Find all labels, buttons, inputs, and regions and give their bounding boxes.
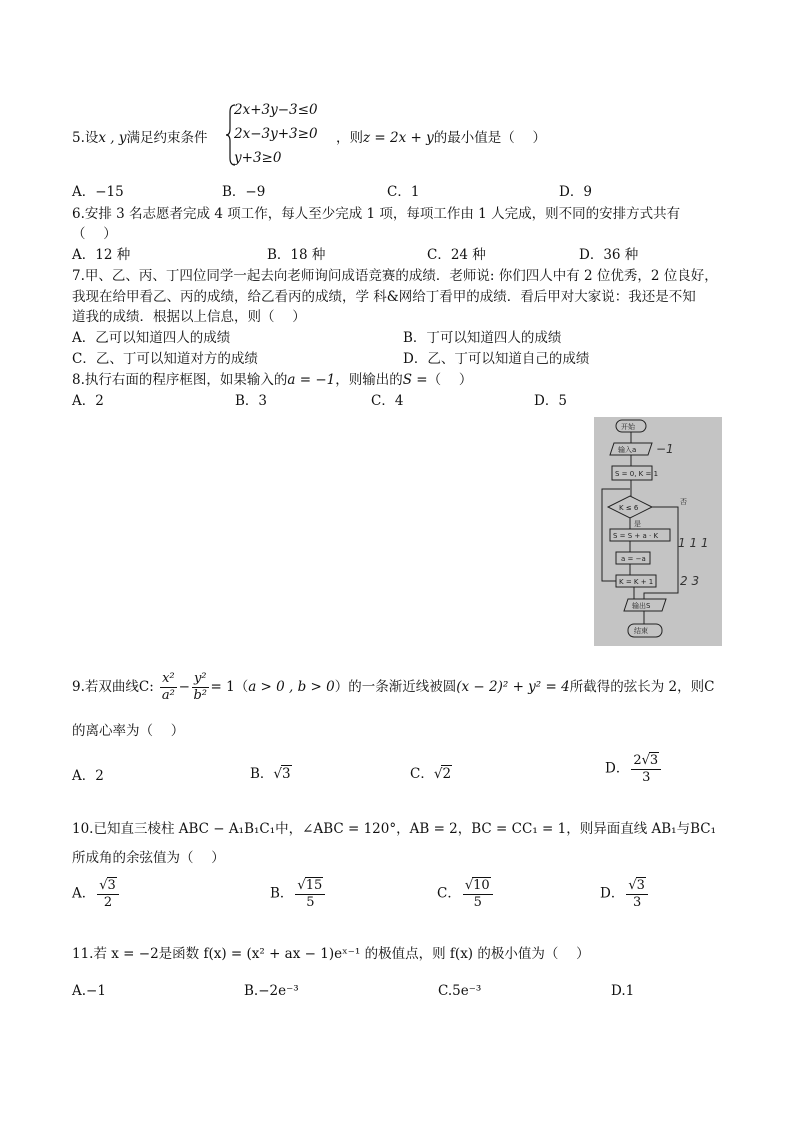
q10-option-c[interactable]: C． $\frac{√10}{5}$ (437, 877, 495, 911)
q10-stem-line1: 10.已知直三棱柱 ABC − A₁B₁C₁中，∠ABC = 120°，AB = 2，BC = CC₁ = 1，则异面直线 AB₁与BC₁ (72, 821, 716, 837)
flow-start: 开始 (621, 423, 635, 431)
q6-stem-line2: （ ） (72, 226, 117, 242)
q9-c-label: C． (410, 766, 434, 782)
q8-stem (72, 368, 472, 388)
q6-option-a[interactable]: A．12 种 (72, 247, 131, 263)
q7-option-a[interactable]: A．乙可以知道四人的成绩 (72, 330, 231, 346)
q6-option-d[interactable]: D．36 种 (579, 247, 639, 263)
hand-note-3: 2 3 (680, 574, 700, 588)
q9-option-b[interactable]: B．√3 (250, 766, 291, 782)
q9-circle: (x − 2)² + y² = 4 (456, 679, 570, 695)
q10-option-a[interactable]: A． $\frac{√3}{2}$ (72, 877, 121, 911)
q10-option-d[interactable]: D． $\frac{√3}{3}$ (600, 877, 650, 911)
constraint-1: 2x+3y−3≤0 (234, 102, 318, 118)
q10-stem-line2: 所成角的余弦值为（ ） (72, 850, 225, 866)
q8-option-b[interactable]: B．3 (235, 393, 268, 409)
q9-frac-y: $\frac{\text{y²}}{\text{b²}}$ (193, 671, 207, 703)
q5-option-c[interactable]: C．1 (387, 184, 420, 200)
constraint-3: y+3≥0 (234, 150, 282, 166)
q6-stem-line1: 6.安排 3 名志愿者完成 4 项工作，每人至少完成 1 项，每项工作由 1 人完成，则不同的安排方式共有 (72, 206, 681, 222)
q7-stem-line2: 我现在给甲看乙、丙的成绩，给乙看丙的成绩，学 科&网给丁看甲的成绩．看后甲对大家说：我还是不知 (72, 289, 696, 305)
q11-option-d[interactable]: D.1 (611, 983, 635, 999)
q8-option-c[interactable]: C．4 (371, 393, 404, 409)
q10-d-label: D． (600, 885, 625, 902)
q6-option-c[interactable]: C．24 种 (427, 247, 486, 263)
q8-mid: ，则输出的 (335, 372, 403, 388)
q9-name: C: (138, 679, 154, 695)
q9-eq-rhs: = 1（ (210, 679, 249, 695)
q7-option-c[interactable]: C．乙、丁可以知道对方的成绩 (72, 351, 258, 367)
flow-end: 结束 (634, 627, 648, 635)
q5-tail2: 的最小值是（ ） (433, 130, 547, 146)
q9-mid: ）的一条渐近线被圆 (334, 679, 457, 695)
flow-step2: a = −a (621, 555, 646, 563)
q9-option-c[interactable]: C．√2 (410, 766, 452, 782)
q9-d-label: D． (605, 760, 630, 777)
q10-option-b[interactable]: B． $\frac{√15}{5}$ (270, 877, 327, 911)
q5-option-a[interactable]: A．−15 (72, 184, 124, 200)
q11-stem: 11.若 x = −2是函数 f(x) = (x² + ax − 1)eˣ⁻¹ 的极值点，则 f(x) 的极小值为（ ） (72, 946, 590, 962)
q10-c-label: C． (437, 885, 461, 902)
q5-lead: 5.设 (72, 130, 99, 146)
flow-init: S = 0, K = 1 (615, 470, 659, 478)
q11-option-a[interactable]: A.−1 (72, 983, 106, 999)
q11-option-b[interactable]: B.−2e⁻³ (244, 983, 299, 999)
q9-lead: 9.若双曲线 (72, 679, 139, 695)
q9-tail: 所截得的弦长为 2，则C (569, 679, 715, 695)
q5-cond: 满足约束条件 (126, 130, 208, 146)
q5-tail1: ，则 (336, 130, 363, 146)
flow-step3: K = K + 1 (619, 578, 654, 586)
q5-vars: x , y (98, 130, 127, 146)
q7-option-d[interactable]: D．乙、丁可以知道自己的成绩 (403, 351, 590, 367)
q7-stem-line1: 7.甲、乙、丙、丁四位同学一起去向老师询问成语竞赛的成绩．老师说: 你们四人中有 2 位优秀，2 位良好， (72, 268, 718, 284)
q7-option-b[interactable]: B．丁可以知道四人的成绩 (403, 330, 562, 346)
q9-stem-line1: 9.若双曲线C: $\frac{\text{x²}}{\text{a²}}$ − $\frac{\text{y²}}{\text{b²}}$ = 1（a > 0 , b > 0）的一条渐近线被圆(x − 2)² + y² = 4所截得的弦长为 2，则C (72, 671, 715, 703)
flow-cond: K ≤ 6 (619, 504, 639, 512)
q10-b-label: B． (270, 885, 294, 902)
q9-option-d[interactable]: D． $\frac{2√3}{3}$ (605, 752, 663, 786)
constraint-2: 2x−3y+3≥0 (234, 126, 318, 142)
flow-input: 输入a (618, 446, 637, 454)
q8-lead: 8.执行右面的程序框图，如果输入的 (72, 372, 288, 388)
flow-step1: S = S + a · K (613, 532, 659, 540)
q9-option-a[interactable]: A．2 (72, 768, 104, 784)
q9-b-label: B． (250, 766, 274, 782)
q9-frac-x: $\frac{\text{x²}}{\text{a²}}$ (161, 671, 175, 703)
q8-cond: a = −1 (287, 372, 336, 388)
q5-option-d[interactable]: D．9 (559, 184, 592, 200)
q11-option-c[interactable]: C.5e⁻³ (438, 983, 482, 999)
q8-option-a[interactable]: A．2 (72, 393, 104, 409)
flowchart-image (594, 417, 722, 646)
q5-expr: z = 2x + y (363, 130, 434, 146)
flow-yes: 是 (634, 520, 641, 528)
flow-output: 输出S (632, 602, 651, 610)
hand-note-2: 1 1 1 (678, 536, 709, 550)
flow-no: 否 (680, 498, 687, 506)
q6-option-b[interactable]: B．18 种 (267, 247, 326, 263)
q5-tail (336, 126, 546, 146)
q7-stem-line3: 道我的成绩．根据以上信息，则（ ） (72, 309, 306, 325)
q10-a-label: A． (72, 885, 96, 902)
q8-s: S = (402, 372, 428, 388)
q9-cond: a > 0 , b > 0 (248, 679, 335, 695)
hand-note-1: −1 (656, 442, 674, 456)
q5-option-b[interactable]: B．−9 (222, 184, 266, 200)
q9-stem-line2: 的离心率为（ ） (72, 723, 185, 739)
q8-option-d[interactable]: D．5 (534, 393, 567, 409)
q5-stem (72, 126, 208, 146)
q8-tail: （ ） (427, 372, 473, 388)
